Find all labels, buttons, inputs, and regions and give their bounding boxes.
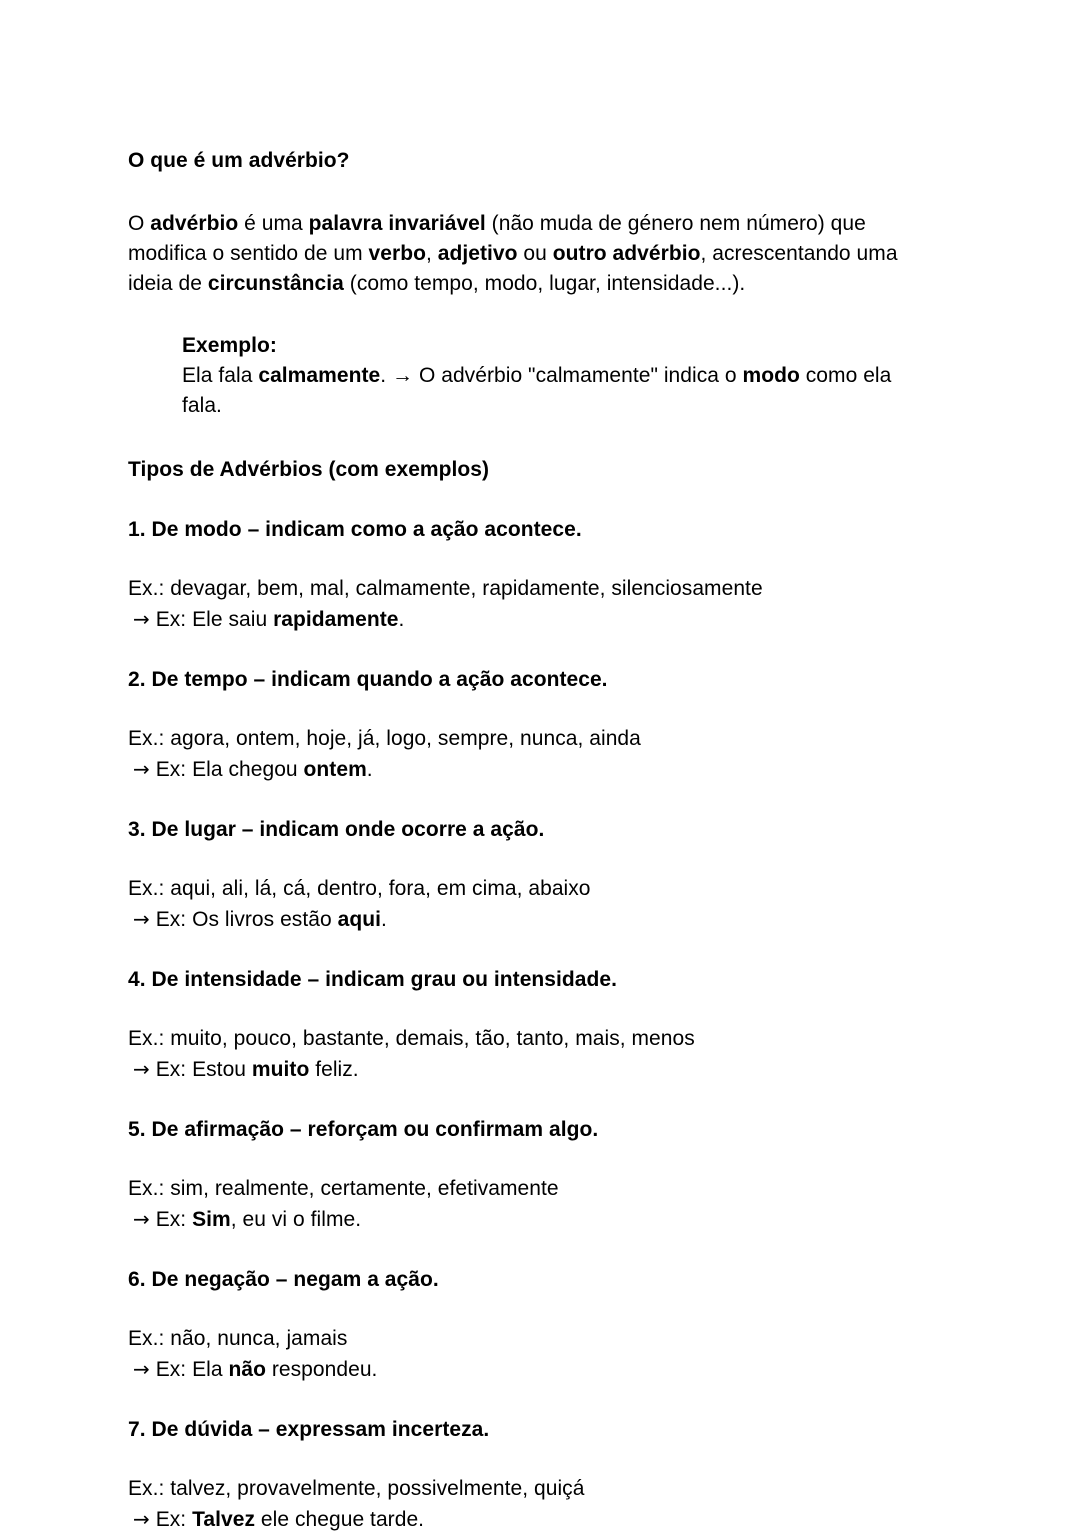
intro-bold-palavra-invariavel: palavra invariável xyxy=(308,212,486,235)
type-example-sentence-6 xyxy=(128,1354,928,1385)
intro-text-5: ou xyxy=(517,242,553,265)
arrow-icon: → xyxy=(133,1207,150,1231)
document-body xyxy=(128,146,928,1535)
type-sentence-prefix-7: Ex: xyxy=(149,1508,193,1531)
type-sentence-bold-7: Talvez xyxy=(192,1508,256,1531)
type-entry-7 xyxy=(128,1415,928,1535)
intro-bold-adverbio: advérbio xyxy=(150,212,239,235)
intro-bold-outro-adverbio: outro advérbio xyxy=(552,242,701,265)
type-sentence-suffix-7: ele chegue tarde. xyxy=(255,1508,425,1531)
type-examples-list-5: Ex.: sim, realmente, certamente, efetivamente xyxy=(128,1177,559,1200)
arrow-icon: → xyxy=(133,1057,150,1081)
type-sentence-prefix-5: Ex: xyxy=(149,1208,193,1231)
page-title: O que é um advérbio? xyxy=(128,149,350,172)
type-example-sentence-2 xyxy=(128,754,928,785)
type-sentence-prefix-6: Ex: Ela xyxy=(149,1358,229,1381)
type-sentence-prefix-2: Ex: Ela chegou xyxy=(149,758,304,781)
type-sentence-bold-5: Sim xyxy=(192,1208,231,1231)
type-sentence-suffix-1: . xyxy=(398,608,405,631)
type-examples-5 xyxy=(128,1174,928,1235)
example-bold-calmamente: calmamente xyxy=(258,364,381,387)
arrow-icon: → xyxy=(133,907,150,931)
arrow-icon: → xyxy=(133,1357,150,1381)
type-sentence-bold-2: ontem xyxy=(303,758,367,781)
type-sentence-bold-3: aqui xyxy=(337,908,381,931)
type-sentence-prefix-1: Ex: Ele saiu xyxy=(149,608,274,631)
type-examples-6 xyxy=(128,1324,928,1385)
type-sentence-suffix-6: respondeu. xyxy=(265,1358,378,1381)
intro-paragraph xyxy=(128,209,928,299)
type-heading-2: 2. De tempo – indicam quando a ação acontece. xyxy=(128,668,608,691)
intro-text-4: , xyxy=(425,242,438,265)
type-entry-2 xyxy=(128,665,928,785)
example-text-1: Ela fala xyxy=(182,364,259,387)
example-text-2: . → O advérbio "calmamente" indica o xyxy=(380,364,743,387)
type-examples-list-6: Ex.: não, nunca, jamais xyxy=(128,1327,348,1350)
type-entry-4 xyxy=(128,965,928,1085)
intro-text-1: O xyxy=(128,212,151,235)
arrow-icon: → xyxy=(133,607,150,631)
intro-text-7: (como tempo, modo, lugar, intensidade...). xyxy=(343,272,746,295)
example-sentence xyxy=(182,361,928,421)
type-heading-7: 7. De dúvida – expressam incerteza. xyxy=(128,1418,490,1441)
example-label: Exemplo: xyxy=(182,334,277,357)
type-examples-list-2: Ex.: agora, ontem, hoje, já, logo, sempre, nunca, ainda xyxy=(128,727,641,750)
type-entry-1 xyxy=(128,515,928,635)
type-entry-5 xyxy=(128,1115,928,1235)
intro-bold-adjetivo: adjetivo xyxy=(437,242,518,265)
type-example-sentence-4 xyxy=(128,1054,928,1085)
intro-bold-circunstancia: circunstância xyxy=(207,272,344,295)
type-heading-3: 3. De lugar – indicam onde ocorre a ação. xyxy=(128,818,545,841)
type-sentence-prefix-3: Ex: Os livros estão xyxy=(149,908,338,931)
intro-text-6: , acrescentando uma ideia de xyxy=(128,242,898,295)
type-example-sentence-7 xyxy=(128,1504,928,1535)
types-heading: Tipos de Advérbios (com exemplos) xyxy=(128,458,490,481)
intro-bold-verbo: verbo xyxy=(368,242,426,265)
type-examples-list-4: Ex.: muito, pouco, bastante, demais, tão, tanto, mais, menos xyxy=(128,1027,695,1050)
type-heading-4: 4. De intensidade – indicam grau ou intensidade. xyxy=(128,968,618,991)
type-heading-5: 5. De afirmação – reforçam ou confirmam algo. xyxy=(128,1118,599,1141)
type-sentence-bold-6: não xyxy=(228,1358,266,1381)
example-callout xyxy=(128,331,928,421)
type-examples-2 xyxy=(128,724,928,785)
type-examples-list-1: Ex.: devagar, bem, mal, calmamente, rapidamente, silenciosamente xyxy=(128,577,763,600)
type-sentence-prefix-4: Ex: Estou xyxy=(149,1058,252,1081)
example-text-3: como ela fala. xyxy=(182,364,892,417)
type-examples-list-3: Ex.: aqui, ali, lá, cá, dentro, fora, em cima, abaixo xyxy=(128,877,591,900)
arrow-icon: → xyxy=(133,757,150,781)
type-heading-6: 6. De negação – negam a ação. xyxy=(128,1268,439,1291)
type-examples-1 xyxy=(128,574,928,635)
intro-text-2: é uma xyxy=(238,212,309,235)
type-sentence-suffix-3: . xyxy=(380,908,387,931)
type-examples-7 xyxy=(128,1474,928,1535)
type-sentence-bold-4: muito xyxy=(251,1058,310,1081)
arrow-icon: → xyxy=(133,1507,150,1531)
example-bold-modo: modo xyxy=(742,364,800,387)
type-heading-1: 1. De modo – indicam como a ação acontece. xyxy=(128,518,582,541)
intro-text-3: (não muda de género nem número) que modifica o sentido de um xyxy=(128,212,866,265)
type-examples-4 xyxy=(128,1024,928,1085)
type-example-sentence-1 xyxy=(128,604,928,635)
type-entry-6 xyxy=(128,1265,928,1385)
type-example-sentence-5 xyxy=(128,1204,928,1235)
type-examples-list-7: Ex.: talvez, provavelmente, possivelmente, quiçá xyxy=(128,1477,585,1500)
type-entry-3 xyxy=(128,815,928,935)
type-sentence-suffix-5: , eu vi o filme. xyxy=(230,1208,362,1231)
type-sentence-suffix-4: feliz. xyxy=(309,1058,359,1081)
type-sentence-suffix-2: . xyxy=(366,758,373,781)
type-example-sentence-3 xyxy=(128,904,928,935)
type-sentence-bold-1: rapidamente xyxy=(273,608,399,631)
type-examples-3 xyxy=(128,874,928,935)
